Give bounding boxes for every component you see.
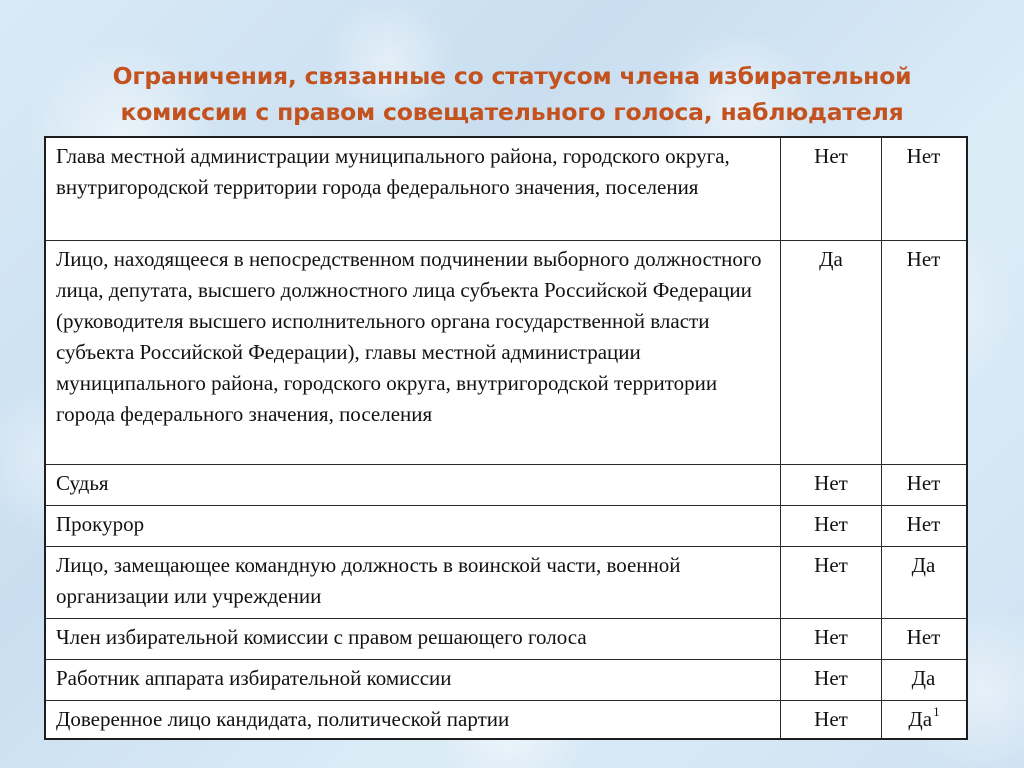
advisory-member-value: Нет	[781, 138, 882, 240]
observer-value-cell	[882, 505, 967, 546]
table-row	[46, 659, 966, 700]
table-row	[46, 240, 966, 464]
observer-value: Да	[911, 665, 936, 690]
footnote-marker: 1	[933, 703, 940, 719]
row-description: Работник аппарата избирательной комиссии	[46, 659, 781, 700]
table-row	[46, 505, 966, 546]
advisory-member-value: Да	[781, 240, 882, 464]
restrictions-table	[46, 138, 966, 740]
observer-value: Нет	[906, 624, 941, 649]
row-description: Член избирательной комиссии с правом решающего голоса	[46, 618, 781, 659]
table-row	[46, 618, 966, 659]
observer-value-cell	[882, 138, 967, 240]
row-description: Лицо, находящееся в непосредственном подчинении выборного должностного лица, депутата, высшего должностного лица субъекта Российской Федерации (руководителя высшего исполнительного органа государственной власти субъекта Российской Федерации), главы местной администрации муниципального района, городского округа, внутригородской территории города федерального значения, поселения	[46, 240, 781, 464]
observer-value-cell	[882, 659, 967, 700]
observer-value-cell	[882, 240, 967, 464]
advisory-member-value: Нет	[781, 464, 882, 505]
slide-title-line-1: Ограничения, связанные со статусом члена избирательной	[112, 62, 912, 90]
table-row	[46, 464, 966, 505]
advisory-member-value: Нет	[781, 659, 882, 700]
row-description: Доверенное лицо кандидата, политической партии	[46, 700, 781, 740]
observer-value: Нет	[906, 144, 941, 168]
restrictions-table-frame	[44, 136, 968, 740]
table-row	[46, 546, 966, 618]
observer-value: Да	[908, 706, 933, 731]
observer-value-cell	[882, 618, 967, 659]
observer-value: Нет	[906, 470, 941, 495]
advisory-member-value: Нет	[781, 505, 882, 546]
observer-value-cell	[882, 464, 967, 505]
slide-title-line-2: комиссии с правом совещательного голоса, наблюдателя	[120, 98, 904, 126]
advisory-member-value: Нет	[781, 618, 882, 659]
row-description: Лицо, замещающее командную должность в воинской части, военной организации или учреждении	[46, 546, 781, 618]
observer-value-cell	[882, 546, 967, 618]
table-row	[46, 700, 966, 740]
observer-value: Да	[911, 552, 936, 577]
row-description: Прокурор	[46, 505, 781, 546]
row-description: Глава местной администрации муниципального района, городского округа, внутригородской территории города федерального значения, поселения	[46, 138, 781, 240]
advisory-member-value: Нет	[781, 700, 882, 740]
advisory-member-value: Нет	[781, 546, 882, 618]
observer-value: Нет	[906, 246, 941, 271]
observer-value: Нет	[906, 511, 941, 536]
table-row	[46, 138, 966, 240]
slide-title	[0, 58, 1024, 130]
observer-value-cell	[882, 700, 967, 740]
row-description: Судья	[46, 464, 781, 505]
